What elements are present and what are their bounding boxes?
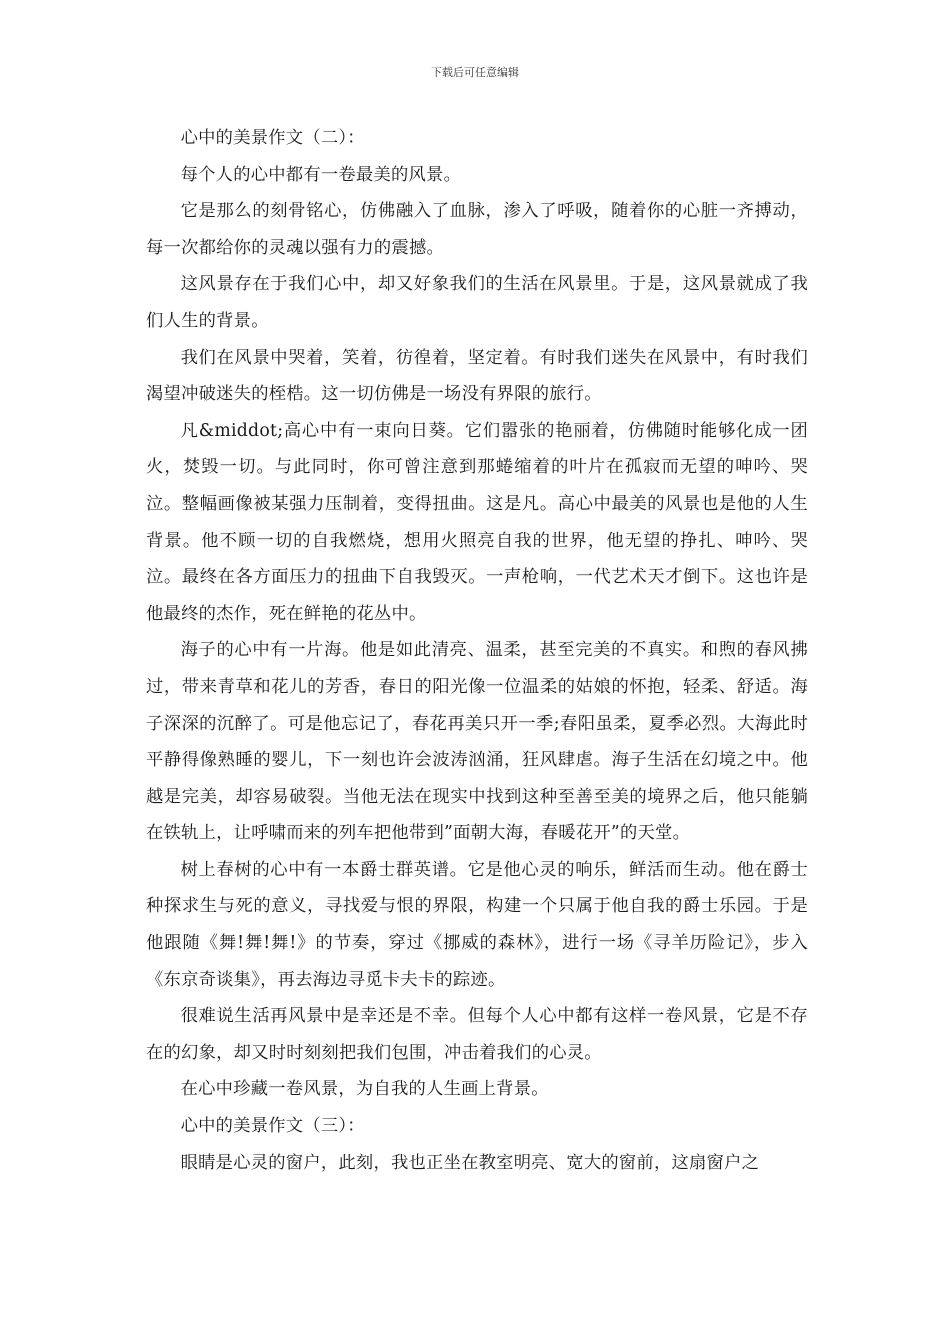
paragraph: 它是那么的刻骨铭心，仿佛融入了血脉，渗入了呼吸，随着你的心脏一齐搏动，每一次都给你的灵魂以强有力的震撼。 [146,201,808,258]
paragraph: 我们在风景中哭着，笑着，彷徨着，坚定着。有时我们迷失在风景中，有时我们渴望冲破迷失的桎梏。这一切仿佛是一场没有界限的旅行。 [146,347,808,405]
paragraph: 眼睛是心灵的窗户，此刻，我也正坐在教室明亮、宽大的窗前，这扇窗户之 [180,1152,760,1173]
paragraph: 每个人的心中都有一卷最美的风景。 [180,164,462,185]
paragraph: 很难说生活再风景中是幸还是不幸。但每个人心中都有这样一卷风景，它是不存在的幻象，却又时时刻刻把我们包围，冲击着我们的心灵。 [146,1006,808,1063]
paragraph: 在心中珍藏一卷风景，为自我的人生画上背景。 [180,1079,549,1100]
section-heading: 心中的美景作文（二）： [180,128,365,148]
paragraph: 海子的心中有一片海。他是如此清亮、温柔，甚至完美的不真实。和煦的春风拂过，带来青草和花儿的芳香，春日的阳光像一位温柔的姑娘的怀抱，轻柔、舒适。海子深深的沉醉了。可是他忘记了，春花再美只开一季;春阳虽柔，夏季必烈。大海此时平静得像熟睡的婴儿，下一刻也许会波涛汹涌，狂风肆虐。海子生活在幻境之中。他越是完美，却容易破裂。当他无法在现实中找到这种至善至美的境界之后，他只能躺在铁轨上，让呼啸而来的列车把他带到”面朝大海，春暖花开”的天堂。 [146,640,808,844]
paragraph: 凡&middot;高心中有一束向日葵。它们嚣张的艳丽着，仿佛随时能够化成一团火，焚毁一切。与此同时，你可曾注意到那蜷缩着的叶片在孤寂而无望的呻吟、哭泣。整幅画像被某强力压制着，变得扭曲。这是凡。高心中最美的风景也是他的人生背景。他不顾一切的自我燃烧，想用火照亮自我的世界，他无望的挣扎、呻吟、哭泣。最终在各方面压力的扭曲下自我毁灭。一声枪响，一代艺术天才倒下。这也许是他最终的杰作，死在鲜艳的花丛中。 [146,420,808,624]
section-heading: 心中的美景作文（三）： [180,1116,365,1137]
paragraph: 树上春树的心中有一本爵士群英谱。它是他心灵的响乐，鲜活而生动。他在爵士种探求生与死的意义，寻找爱与恨的界限，构建一个只属于他自我的爵士乐园。于是他跟随《舞!舞!舞!》的节奏，穿过《挪威的森林》，进行一场《寻羊历险记》，步入《东京奇谈集》，再去海边寻觅卡夫卡的踪迹。 [146,859,808,990]
paragraph: 这风景存在于我们心中，却又好象我们的生活在风景里。于是，这风景就成了我们人生的背景。 [146,274,808,331]
document-body [146,120,808,1181]
page-header-note: 下载后可任意编辑 [431,66,519,79]
